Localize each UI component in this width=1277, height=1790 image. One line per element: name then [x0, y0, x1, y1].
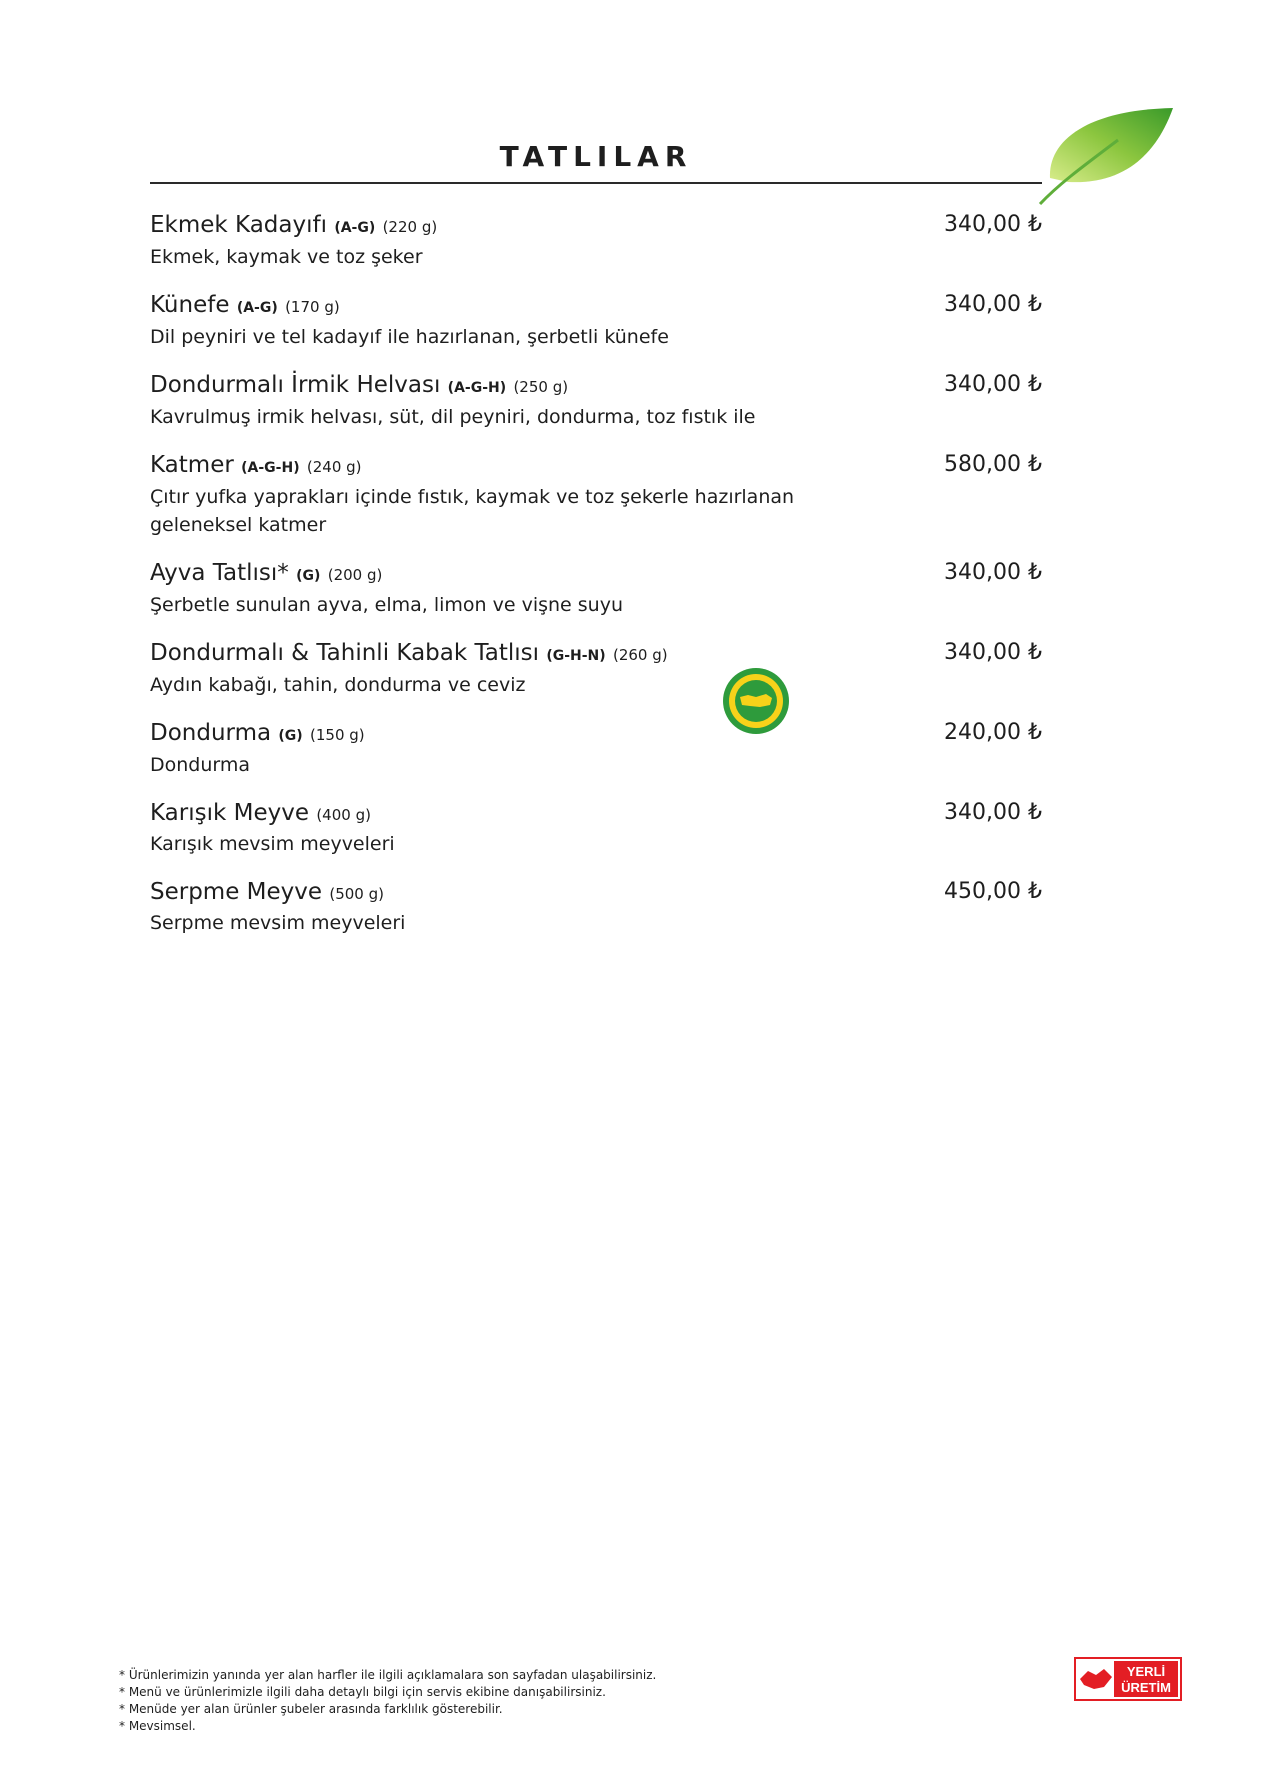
item-weight: (250 g) [513, 378, 569, 396]
badge-line-2: ÜRETİM [1121, 1680, 1171, 1695]
page-title: TATLILAR [499, 140, 693, 173]
item-description: Çıtır yufka yaprakları içinde fıstık, kaymak ve toz şekerle hazırlanan geleneksel katmer [150, 486, 795, 536]
item-name: Dondurmalı & Tahinli Kabak Tatlısı [150, 640, 540, 666]
item-price: 340,00 ₺ [944, 292, 1042, 317]
yerli-uretim-badge [1074, 1657, 1182, 1701]
item-description: Şerbetle sunulan ayva, elma, limon ve vişne suyu [150, 594, 624, 616]
item-description: Kavrulmuş irmik helvası, süt, dil peyniri, dondurma, toz fıstık ile [150, 406, 756, 428]
footnote: * Menüde yer alan ürünler şubeler arasında farklılık gösterebilir. [119, 1702, 503, 1716]
item-weight: (400 g) [316, 806, 371, 824]
item-name: Katmer [150, 452, 234, 478]
item-description: Karışık mevsim meyveleri [150, 833, 395, 855]
item-name: Ayva Tatlısı* [150, 560, 289, 586]
dessert-menu-list [150, 210, 1042, 956]
item-allergen: (A-G) [334, 220, 376, 236]
item-name: Künefe [150, 292, 230, 318]
item-price: 450,00 ₺ [944, 879, 1042, 904]
menu-item [150, 638, 1042, 699]
item-price: 340,00 ₺ [944, 212, 1042, 237]
item-price: 240,00 ₺ [944, 720, 1042, 745]
item-price: 340,00 ₺ [944, 800, 1042, 825]
leaf-icon [1038, 100, 1178, 208]
menu-item [150, 798, 1042, 858]
menu-item [150, 877, 1042, 937]
footnote: * Mevsimsel. [119, 1719, 196, 1733]
item-weight: (220 g) [382, 218, 438, 236]
item-weight: (260 g) [612, 646, 668, 664]
item-description: Aydın kabağı, tahin, dondurma ve ceviz [150, 674, 526, 696]
item-name: Serpme Meyve [150, 879, 323, 905]
footnotes [119, 1667, 656, 1735]
geographical-indication-seal-icon [722, 667, 790, 735]
menu-item [150, 558, 1042, 619]
item-name: Dondurmalı İrmik Helvası [150, 372, 441, 398]
item-allergen: (A-G) [236, 300, 278, 316]
menu-item [150, 210, 1042, 271]
footnote: * Ürünlerimizin yanında yer alan harfler ile ilgili açıklamalara son sayfadan ulaşabilirsiniz. [119, 1668, 657, 1682]
menu-item [150, 370, 1042, 431]
item-price: 340,00 ₺ [944, 560, 1042, 585]
item-weight: (170 g) [285, 298, 340, 316]
item-weight: (150 g) [310, 726, 365, 744]
item-description: Dondurma [150, 754, 251, 776]
item-name: Ekmek Kadayıfı [150, 212, 327, 238]
item-price: 580,00 ₺ [944, 452, 1042, 477]
item-allergen: (A-G-H) [447, 380, 507, 396]
menu-item [150, 290, 1042, 351]
item-description: Ekmek, kaymak ve toz şeker [150, 246, 423, 268]
item-allergen: (G-H-N) [546, 648, 606, 664]
title-divider [150, 182, 1042, 184]
item-weight: (200 g) [327, 566, 383, 584]
badge-line-1: YERLİ [1126, 1664, 1166, 1679]
item-allergen: (G) [278, 728, 303, 744]
item-price: 340,00 ₺ [944, 640, 1042, 665]
item-weight: (500 g) [329, 885, 384, 903]
item-name: Karışık Meyve [150, 800, 309, 826]
item-allergen: (G) [296, 568, 321, 584]
item-allergen: (A-G-H) [241, 460, 300, 476]
item-name: Dondurma [150, 720, 272, 746]
item-description: Dil peyniri ve tel kadayıf ile hazırlanan, şerbetli künefe [150, 326, 669, 348]
menu-item [150, 450, 1042, 539]
item-price: 340,00 ₺ [944, 372, 1042, 397]
footnote: * Menü ve ürünlerimizle ilgili daha detaylı bilgi için servis ekibine danışabilirsiniz. [119, 1685, 606, 1699]
menu-item [150, 718, 1042, 779]
item-weight: (240 g) [306, 458, 362, 476]
item-description: Serpme mevsim meyveleri [150, 912, 406, 934]
